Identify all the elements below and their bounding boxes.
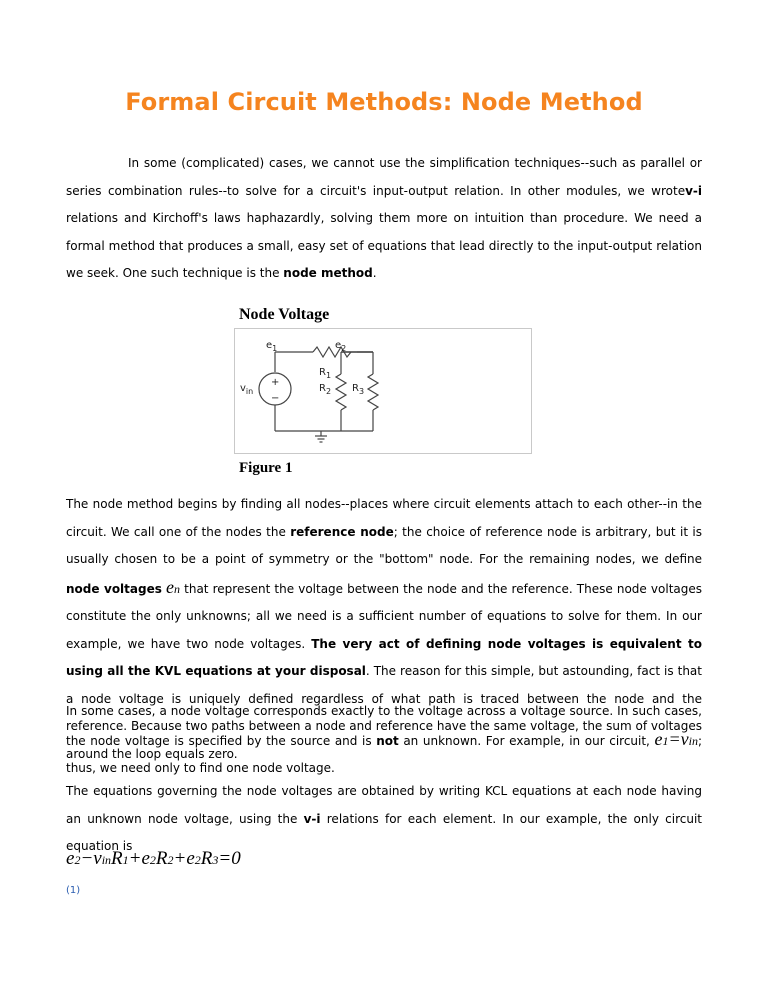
intro-text-2: relations and Kirchoff's laws haphazardly, solving them more on intuition than procedure. We need a formal method that produces a small, easy set of equations that lead directly to the input-output relation we seek. One such technique is the xyxy=(66,211,702,280)
intro-paragraph xyxy=(66,150,702,288)
bold-reference-node: reference node xyxy=(290,524,394,539)
label-e1: $e_1$ xyxy=(266,340,278,353)
resistor-r3 xyxy=(368,374,378,410)
intro-text-3: . xyxy=(372,266,377,280)
label-r2: $R_2$ xyxy=(319,383,332,396)
node-method-paragraph: The node method begins by finding all nodes--places where circuit elements attach to each other--in the circuit. We call one of the nodes the reference node; the choice of reference node is arbitrary, but it is usually chosen to be a point of symmetry or the "bottom" node. For the remaining nodes, we define node voltages en that represent the voltage between the node and the reference. These node voltages constitute the only unknowns; all we need is a sufficient number of equations to solve for them. In our example, we have two node voltages. The very act of defining node voltages is equivalent to using all the KVL equations at your disposal. The reason for this simple, but astounding, fact is that a node voltage is uniquely defined regardless of what path is traced between the node and the reference. Because two paths between a node and reference have the same voltage, the sum of voltages around the loop equals zero. xyxy=(66,497,702,761)
circuit-equation: e2−vinR1+e2R2+e2R3=0 xyxy=(66,848,241,869)
label-e2: $e_2$ xyxy=(335,340,347,353)
label-r1: $R_1$ xyxy=(319,367,332,380)
intro-text-1: In some (complicated) cases, we cannot use the simplification techniques--such as parallel or series combination rules--to solve for a circuit's input-output relation. In other modules, we wrote xyxy=(66,156,702,198)
bold-node-voltages: node voltages xyxy=(66,581,162,596)
math-e1-vin: e1=vin xyxy=(654,728,698,749)
circuit-figure xyxy=(234,328,532,454)
label-vin: $v_{in}$ xyxy=(240,383,254,396)
source-node-paragraph: In some cases, a node voltage corresponds exactly to the voltage across a voltage source. In such cases, the node voltage is specified by the source and is not an unknown. For example, in our circuit, e1=vin; thus, we need only to find one node voltage. xyxy=(66,704,703,775)
intro-bold-vi: v-i xyxy=(685,183,702,198)
intro-bold-node-method: node method xyxy=(283,266,373,280)
label-minus: − xyxy=(271,393,280,404)
bold-vi-2: v-i xyxy=(303,811,321,826)
resistor-r2 xyxy=(336,374,346,410)
circuit-diagram xyxy=(235,329,531,453)
figure-title: Node Voltage xyxy=(239,306,330,323)
label-plus: + xyxy=(271,377,280,388)
label-r3: $R_3$ xyxy=(352,383,365,396)
math-en: en xyxy=(166,576,181,597)
equation-number: (1) xyxy=(66,885,81,896)
page-title: Formal Circuit Methods: Node Method xyxy=(125,88,643,116)
bold-not: not xyxy=(376,733,399,748)
bold-kvl-statement: The very act of defining node voltages is equivalent to using all the KVL equations at your disposal xyxy=(66,636,702,678)
kcl-paragraph: The equations governing the node voltages are obtained by writing KCL equations at each node having an unknown node voltage, using the v-i relations for each element. In our example, the only circuit equation is xyxy=(66,784,702,853)
figure-caption: Figure 1 xyxy=(239,460,293,476)
